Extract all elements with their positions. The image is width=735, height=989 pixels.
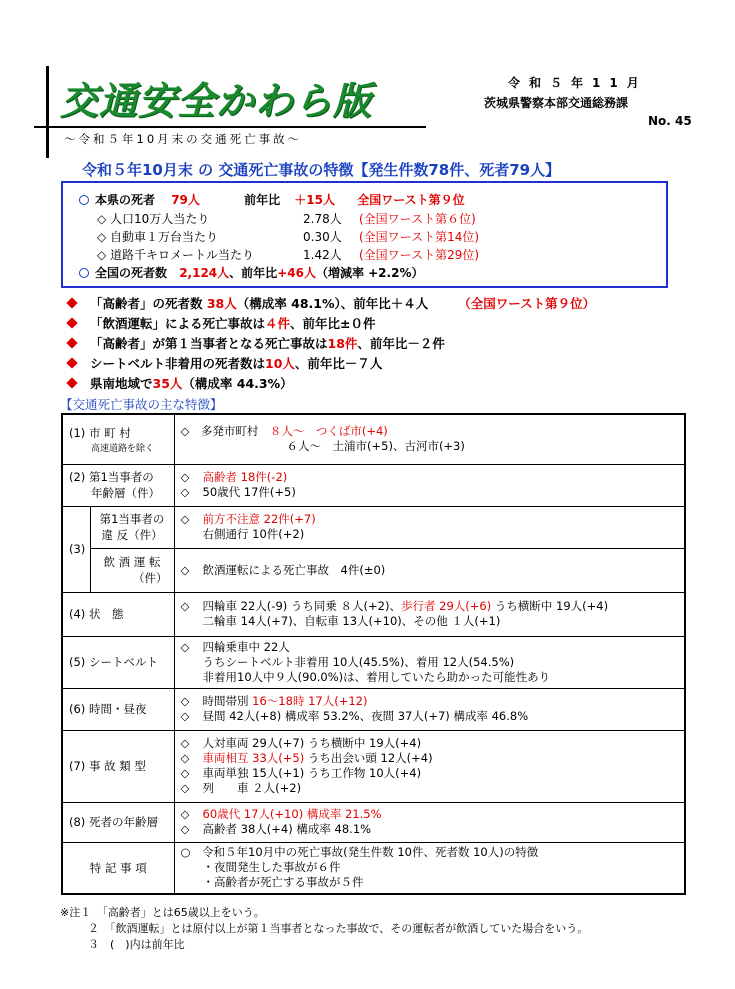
bullet-item: 「高齢者」が第１当事者となる死亡事故は18件、前年比－２件 xyxy=(68,334,445,352)
footnote: ３ ( )内は前年比 xyxy=(88,938,185,951)
summary-box xyxy=(61,181,668,288)
red-diamond-icon xyxy=(66,297,77,308)
row-content: ◇ 60歳代 17人(+10) 構成率 21.5% ◇ 高齢者 38人(+4) 構成率 48.1% xyxy=(174,802,685,842)
main-title: 令和５年10月末 の 交通死亡事故の特徴【発生件数78件、死者79人】 xyxy=(82,161,561,179)
table-row xyxy=(62,636,685,688)
row-content: ◇ 飲酒運転による死亡事故 4件(±0) xyxy=(174,548,685,592)
bullet-item: 「高齢者」の死者数 38人（構成率 48.1%）、前年比＋４人 （全国ワースト第９位） xyxy=(68,294,595,312)
row-label: 特 記 事 項 xyxy=(62,842,174,894)
row-content: ◇ 前方不注意 22件(+7) 右側通行 10件(+2) xyxy=(174,506,685,548)
row-content: ◇ 四輪車 22人(-9) うち同乗 ８人(+2)、歩行者 29人(+6) うち横断中 19人(+4) 二輪車 14人(+7)、自転車 13人(+10)、その他 １人(+1) xyxy=(174,592,685,636)
row-content: ◇ 四輪乗車中 22人 うちシートベルト非着用 10人(45.5%)、着用 12人(54.5%) 非着用10人中９人(90.0%)は、着用していたら助かった可能性あり xyxy=(174,636,685,688)
section-title: 【交通死亡事故の主な特徴】 xyxy=(60,397,223,412)
newsletter-subtitle: ～令和５年10月末の交通死亡事故～ xyxy=(64,132,303,146)
issue-number: No. 45 xyxy=(648,114,692,128)
table-row xyxy=(62,730,685,802)
row-label: (1) 市 町 村 高速道路を除く xyxy=(62,414,174,464)
table-row xyxy=(62,842,685,894)
row-label: (6) 時間・昼夜 xyxy=(62,688,174,730)
prefecture-deaths-line: 本県の死者 79人 前年比 ＋15人 全国ワースト第９位 xyxy=(79,191,465,208)
national-deaths-line: 全国の死者数 2,124人、前年比+46人（増減率 +2.2%） xyxy=(79,264,423,281)
table-row xyxy=(62,688,685,730)
table-row xyxy=(62,464,685,506)
summary-item: ◇ 道路千キロメートル当たり 1.42人 (全国ワースト第29位) xyxy=(97,248,480,262)
footnote: ２ 「飲酒運転」とは原付以上が第１当事者となった事故で、その運転者が飲酒していた場合をいう。 xyxy=(88,922,589,935)
circle-bullet-icon xyxy=(79,268,89,278)
table-row xyxy=(62,414,685,464)
summary-item: ◇ 人口10万人当たり 2.78人 (全国ワースト第６位) xyxy=(97,212,476,226)
row-label: (2) 第1当事者の 年齢層（件） xyxy=(62,464,174,506)
logo-horizontal-rule xyxy=(34,126,426,128)
red-diamond-icon xyxy=(66,357,77,368)
table-row xyxy=(62,802,685,842)
row-label: (5) シートベルト xyxy=(62,636,174,688)
red-diamond-icon xyxy=(66,337,77,348)
row-label: (8) 死者の年齢層 xyxy=(62,802,174,842)
bullet-item: 県南地域で35人（構成率 44.3%） xyxy=(68,374,293,392)
logo-vertical-rule xyxy=(46,66,49,158)
features-table xyxy=(61,413,686,895)
row-content: ◇ 多発市町村 ８人～ つくば市(+4) ６人～ 土浦市(+5)、古河市(+3) xyxy=(174,414,685,464)
row-content: ◇ 時間帯別 16～18時 17人(+12) ◇ 昼間 42人(+8) 構成率 53.2%、夜間 37人(+7) 構成率 46.8% xyxy=(174,688,685,730)
row-content: ○ 令和５年10月中の死亡事故(発生件数 10件、死者数 10人)の特徴 ・夜間発生した事故が６件 ・高齢者が死亡する事故が５件 xyxy=(174,842,685,894)
summary-item: ◇ 自動車１万台当たり 0.30人 (全国ワースト第14位) xyxy=(97,230,480,244)
row-sublabel: 飲 酒 運 転 （件） xyxy=(90,548,174,592)
row-content: ◇ 人対車両 29人(+7) うち横断中 19人(+4) ◇ 車両相互 33人(+5) うち出会い頭 12人(+4) ◇ 車両単独 15人(+1) うち工作物 10人(+4) ◇ 列 車 ２人(+2) xyxy=(174,730,685,802)
table-row xyxy=(62,592,685,636)
footnote: ※注１ 「高齢者」とは65歳以上をいう。 xyxy=(60,906,265,919)
table-row xyxy=(62,506,685,548)
newsletter-logo: 交通安全かわら版 xyxy=(60,78,373,123)
row-label: (3) xyxy=(62,506,90,592)
row-label: (4) 状 態 xyxy=(62,592,174,636)
bullet-item: 「飲酒運転」による死亡事故は４件、前年比±０件 xyxy=(68,314,376,332)
issuing-department: 茨城県警察本部交通総務課 xyxy=(484,96,629,110)
bullet-item: シートベルト非着用の死者数は10人、前年比－７人 xyxy=(68,354,382,372)
row-content: ◇ 高齢者 18件(-2) ◇ 50歳代 17件(+5) xyxy=(174,464,685,506)
red-diamond-icon xyxy=(66,317,77,328)
circle-bullet-icon xyxy=(79,195,89,205)
row-label: (7) 事 故 類 型 xyxy=(62,730,174,802)
row-sublabel: 第1当事者の 違 反（件） xyxy=(90,506,174,548)
table-row xyxy=(62,548,685,592)
red-diamond-icon xyxy=(66,377,77,388)
issue-date: 令和５年11月 xyxy=(508,76,648,90)
